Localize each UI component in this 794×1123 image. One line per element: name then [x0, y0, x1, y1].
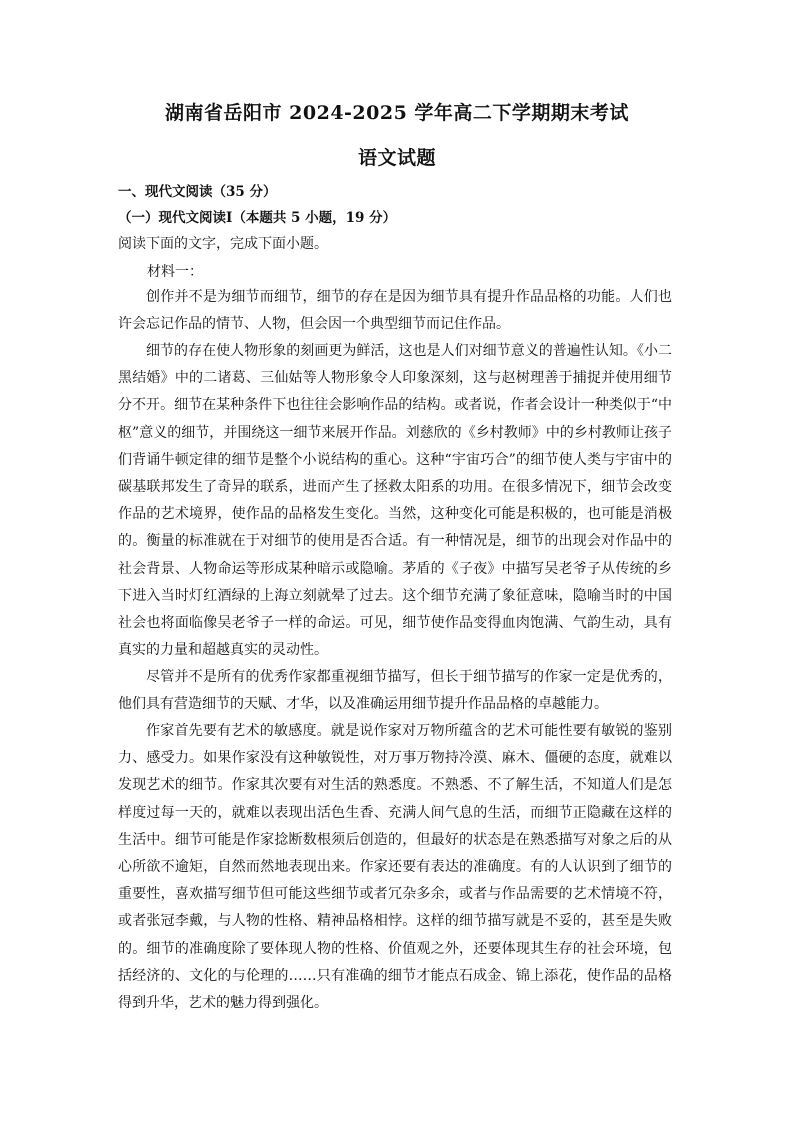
material-label: 材料一： — [147, 264, 203, 280]
section-heading-part1-sub: （一）现代文阅读Ⅰ（本题共 5 小题，19 分） — [118, 210, 397, 226]
paragraph-3: 尽管并不是所有的优秀作家都重视细节描写，但长于细节描写的作家一定是优秀的，他们具有营造细节的天赋、才华，以及准确运用细节提升作品品格的卓越能力。 — [118, 669, 672, 713]
paragraph-4: 作家首先要有艺术的敏感度。就是说作家对万物所蕴含的艺术可能性要有敏锐的鉴别力、感受力。如果作家没有这种敏锐性，对万事万物持冷漠、麻木、僵硬的态度，就难以发现艺术的细节。作家其次要有对生活的熟悉度。不熟悉、不了解生活，不知道人们是怎样度过每一天的，就难以表现出活色生香、充满人间气息的生活，而细节正隐藏在这样的生活中。细节可能是作家捻断数根须后创造的，但最好的状态是在熟悉描写对象之后的从心所欲不逾矩，自然而然地表现出来。作家还要有表达的准确度。有的人认识到了细节的重要性，喜欢描写细节但可能这些细节或者冗杂多余，或者与作品需要的艺术情境不符，或者张冠李戴，与人物的性格、精神品格相悖。这样的细节描写就是不妥的，甚至是失败的。细节的准确度除了要体现人物的性格、价值观之外，还要体现其生存的社会环境，包括经济的、文化的与伦理的……只有准确的细节才能点石成金、锦上添花，使作品的品格得到升华，艺术的魅力得到强化。 — [118, 723, 672, 1012]
reading-instruction: 阅读下面的文字，完成下面小题。 — [118, 236, 328, 252]
document-subtitle: 语文试题 — [357, 147, 436, 169]
paragraph-1: 创作并不是为细节而细节，细节的存在是因为细节具有提升作品品格的功能。人们也许会忘记作品的情节、人物，但会因一个典型细节而记住作品。 — [118, 289, 672, 333]
document-title: 湖南省岳阳市 2024-2025 学年高二下学期期末考试 — [165, 102, 629, 124]
section-heading-part1: 一、现代文阅读（35 分） — [118, 184, 277, 200]
paragraph-2: 细节的存在使人物形象的刻画更为鲜活，这也是人们对细节意义的普遍性认知。《小二黑结婚》中的二诸葛、三仙姑等人物形象令人印象深刻，这与赵树理善于捕捉并使用细节分不开。细节在某种条件下也往往会影响作品的结构。或者说，作者会设计一种类似于“中枢”意义的细节，并围绕这一细节来展开作品。刘慈欣的《乡村教师》中的乡村教师让孩子们背诵牛顿定律的细节是整个小说结构的重心。这种“宇宙巧合”的细节使人类与宇宙中的碳基联邦发生了奇异的联系，进而产生了拯救太阳系的功用。在很多情况下，细节会改变作品的艺术境界，使作品的品格发生变化。当然，这种变化可能是积极的，也可能是消极的。衡量的标准就在于对细节的使用是否合适。有一种情况是，细节的出现会对作品中的社会背景、人物命运等形成某种暗示或隐喻。茅盾的《子夜》中描写吴老爷子从传统的乡下进入当时灯红酒绿的上海立刻就晕了过去。这个细节充满了象征意味，隐喻当时的中国社会也将面临像吴老爷子一样的命运。可见，细节使作品变得血肉饱满、气韵生动，具有真实的力量和超越真实的灵动性。 — [118, 343, 672, 659]
